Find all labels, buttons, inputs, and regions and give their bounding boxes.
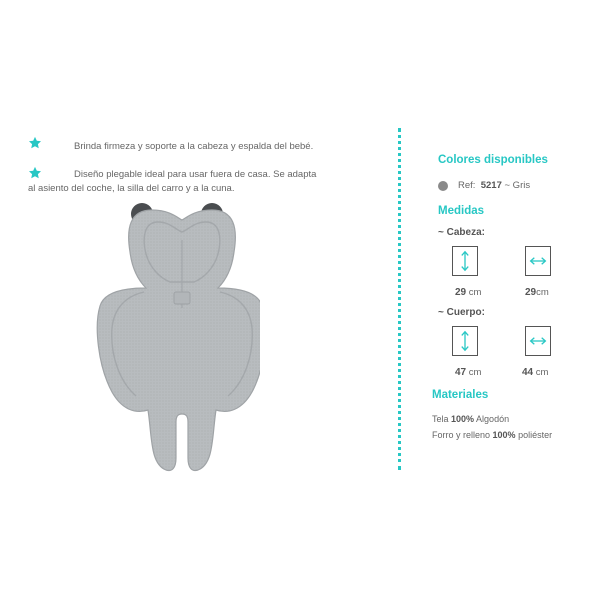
head-width-unit: cm bbox=[536, 287, 549, 298]
head-width-number: 29 bbox=[525, 287, 537, 298]
height-dimension-icon bbox=[452, 326, 478, 356]
body-height-value bbox=[455, 367, 481, 378]
body-width-value bbox=[522, 367, 548, 378]
material-2-a: Forro y relleno bbox=[432, 430, 493, 440]
body-height-number: 47 bbox=[455, 367, 467, 378]
head-label: ~ Cabeza: bbox=[438, 227, 485, 238]
material-2-b: 100% bbox=[492, 430, 516, 440]
feature-2-line-1: Diseño plegable ideal para usar fuera de casa. Se adapta bbox=[74, 169, 317, 180]
feature-text-1 bbox=[74, 140, 313, 154]
dotted-divider bbox=[398, 128, 401, 470]
star-icon bbox=[28, 166, 42, 180]
head-height-unit: cm bbox=[468, 287, 482, 298]
width-dimension-icon bbox=[525, 326, 551, 356]
material-line-1 bbox=[432, 414, 509, 424]
colors-heading: Colores disponibles bbox=[438, 154, 548, 166]
material-1-c: Algodón bbox=[474, 414, 510, 424]
star-icon bbox=[28, 136, 42, 150]
ref-number: 5217 bbox=[480, 180, 502, 191]
materials-heading: Materiales bbox=[432, 389, 489, 401]
feature-2-line-2: al asiento del coche, la silla del carro y a la cuna. bbox=[28, 183, 235, 194]
head-height-value bbox=[455, 287, 481, 298]
body-label: ~ Cuerpo: bbox=[438, 307, 485, 318]
body-height-unit: cm bbox=[468, 367, 482, 378]
color-swatch-gray bbox=[438, 181, 448, 191]
body-width-unit: cm bbox=[535, 367, 549, 378]
product-image-body-pillow bbox=[90, 196, 260, 476]
material-1-a: Tela bbox=[432, 414, 452, 424]
measures-heading: Medidas bbox=[438, 205, 485, 217]
width-dimension-icon bbox=[525, 246, 551, 276]
material-1-b: 100% bbox=[451, 414, 475, 424]
ref-line bbox=[458, 180, 530, 191]
material-2-c: poliéster bbox=[515, 430, 553, 440]
feature-1-line: Brinda firmeza y soporte a la cabeza y espalda del bebé. bbox=[74, 141, 314, 152]
body-width-number: 44 bbox=[522, 367, 534, 378]
feature-text-2b bbox=[28, 182, 234, 196]
material-line-2 bbox=[432, 430, 552, 440]
feature-text-2 bbox=[74, 168, 316, 182]
height-dimension-icon bbox=[452, 246, 478, 276]
ref-label: Ref: bbox=[458, 180, 476, 191]
head-width-value bbox=[525, 287, 549, 298]
ref-color: ~ Gris bbox=[504, 180, 531, 191]
head-height-number: 29 bbox=[455, 287, 467, 298]
